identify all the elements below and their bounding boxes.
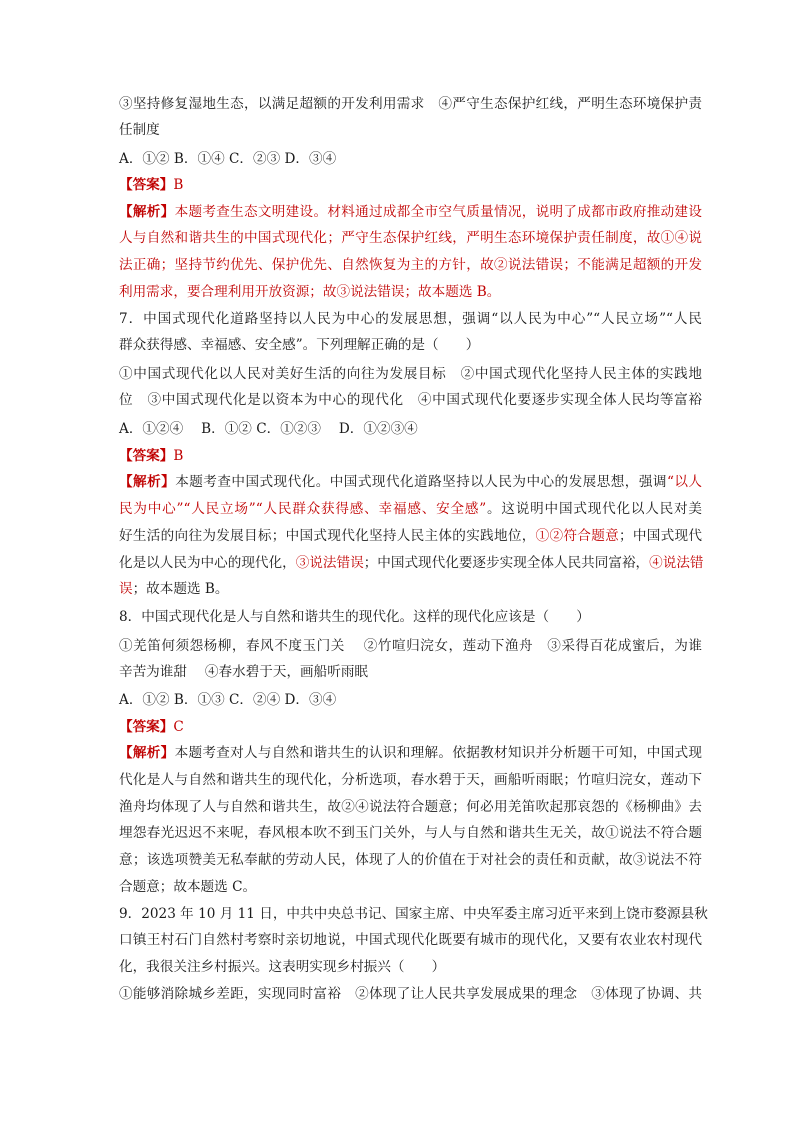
text-segment: 群众获得感、幸福感、安全感”。下列理解正确的是（ ） xyxy=(119,337,480,353)
text-segment: ①羌笛何须怨杨柳，春风不度玉门关 ②竹喧归浣女，莲动下渔舟 ③采得百花成蜜后，为谁 xyxy=(119,638,702,654)
text-segment: 辛苦为谁甜 ④春水碧于天，画船听雨眠 xyxy=(119,664,369,680)
text-segment: 代化是人与自然和谐共生的现代化，分析选项，春水碧于天，画船听雨眠；竹喧归浣女，莲动下 xyxy=(119,772,702,788)
text-line xyxy=(119,797,702,817)
text-line xyxy=(119,335,479,355)
text-line xyxy=(119,309,702,329)
text-segment: 位 ③中国式现代化是以资本为中心的现代化 ④中国式现代化要逐步实现全体人民均等富裕 xyxy=(119,392,702,408)
text-segment: 利用需求，要合理利用开放资源；故③说法错误；故本题选 B。 xyxy=(119,284,501,300)
text-segment: ；中国式现代 xyxy=(618,528,703,544)
text-line xyxy=(119,607,590,627)
text-segment: 渔舟均体现了人与自然和谐共生，故②④说法符合题意；何必用羌笛吹起那哀怨的《杨柳曲》去 xyxy=(119,799,702,815)
text-line xyxy=(119,149,336,169)
text-segment: ；故本题选 B。 xyxy=(132,581,229,597)
section-tag: 【答案】 xyxy=(119,719,174,735)
text-segment: ③说法错误 xyxy=(295,555,364,571)
text-line xyxy=(119,364,702,384)
text-segment: 本题考查生态文明建设。材料通过成都全市空气质量情况，说明了成都市政府推动建设 xyxy=(174,204,703,220)
text-line xyxy=(119,228,702,248)
text-segment: 化是以人民为中心的现代化， xyxy=(119,555,296,571)
text-segment: ①能够消除城乡差距，实现同时富裕 ②体现了让人民共享发展成果的理念 ③体现了协调、共 xyxy=(119,986,702,1002)
text-line xyxy=(119,282,500,302)
text-segment: A．①② B．①③ C．②④ D．③④ xyxy=(119,692,337,708)
text-line xyxy=(119,904,708,924)
text-line xyxy=(119,770,702,790)
section-tag: 【解析】 xyxy=(119,745,175,761)
text-segment: B xyxy=(173,177,184,193)
text-segment: 法正确；坚持节约优先、保护优先、自然恢复为主的方针，故②说法错误；不能满足超额的开发 xyxy=(119,257,702,273)
text-segment: A．①②④ B．①② C．①②③ D．①②③④ xyxy=(119,421,418,437)
text-line xyxy=(119,499,702,519)
text-line xyxy=(119,984,702,1004)
text-line xyxy=(119,472,702,492)
text-segment: ①中国式现代化以人民对美好生活的向往为发展目标 ②中国式现代化坚持人民主体的实践地 xyxy=(119,366,702,382)
text-segment: 本题考查对人与自然和谐共生的认识和理解。依据教材知识并分析题干可知，中国式现 xyxy=(174,745,703,761)
text-segment: A．①② B．①④ C．②③ D．③④ xyxy=(119,151,337,167)
text-segment: 合题意；故本题选 C。 xyxy=(119,879,257,895)
text-line xyxy=(119,390,702,410)
text-segment: 人与自然和谐共生的中国式现代化；严守生态保护红线，严明生态环境保护责任制度，故①④说 xyxy=(119,230,702,246)
text-line xyxy=(119,957,445,977)
text-segment: ；中国式现代化要逐步实现全体人民共同富裕， xyxy=(363,555,650,571)
text-segment: 埋怨春光迟迟不来呢，春风根本吹不到玉门关外，与人与自然和谐共生无关，故①说法不符合题 xyxy=(119,825,702,841)
text-segment: 7．中国式现代化道路坚持以人民为中心的发展思想，强调“以人民为中心”“人民立场”“人民 xyxy=(119,311,702,327)
text-line xyxy=(119,579,228,599)
text-line xyxy=(119,553,702,573)
text-segment: 意；该选项赞美无私奉献的劳动人民，体现了人的价值在于对社会的责任和贡献，故③说法不符 xyxy=(119,852,702,868)
text-line xyxy=(119,717,184,737)
text-segment: ①②符合题意 xyxy=(535,528,619,544)
text-segment: 8．中国式现代化是人与自然和谐共生的现代化。这样的现代化应该是（ ） xyxy=(119,609,590,625)
text-segment: 9．2023 年 10 月 11 日，中共中央总书记、国家主席、中央军委主席习近平来到上饶市婺源县秋 xyxy=(119,906,708,922)
text-line xyxy=(119,690,336,710)
text-segment: 化，我很关注乡村振兴。这表明实现乡村振兴（ ） xyxy=(119,959,446,975)
section-tag: 【解析】 xyxy=(119,474,176,490)
text-line xyxy=(119,120,160,140)
text-line xyxy=(119,446,183,466)
text-line xyxy=(119,526,702,546)
text-segment: 本题考查中国式现代化。中国式现代化道路坚持以人民为中心的发展思想，强调 xyxy=(175,474,667,490)
section-tag: 【答案】 xyxy=(119,177,174,193)
text-line xyxy=(119,419,418,439)
text-segment: ③坚持修复湿地生态，以满足超额的开发利用需求 ④严守生态保护红线，严明生态环境保护责 xyxy=(119,96,702,112)
text-segment: 。这说明中国式现代化以人民对美 xyxy=(486,501,703,517)
text-line xyxy=(119,255,702,275)
text-line xyxy=(119,175,183,195)
section-tag: 【解析】 xyxy=(119,204,175,220)
text-line xyxy=(119,662,368,682)
text-segment: 误 xyxy=(119,581,133,597)
text-segment: C xyxy=(173,719,184,735)
text-segment: “以人 xyxy=(666,474,703,490)
text-line xyxy=(119,877,256,897)
text-line xyxy=(119,850,702,870)
text-line xyxy=(119,202,702,222)
text-line xyxy=(119,743,702,763)
text-segment: B xyxy=(173,448,184,464)
text-segment: 任制度 xyxy=(119,122,160,138)
text-segment: 民为中心”“人民立场”“人民群众获得感、幸福感、安全感” xyxy=(119,501,487,517)
text-line xyxy=(119,823,702,843)
section-tag: 【答案】 xyxy=(119,448,174,464)
text-line xyxy=(119,94,702,114)
text-segment: ④说法错 xyxy=(649,555,704,571)
text-line xyxy=(119,636,702,656)
text-segment: 口镇王村石门自然村考察时亲切地说，中国式现代化既要有城市的现代化，又要有农业农村现代 xyxy=(119,932,702,948)
text-segment: 好生活的向往为发展目标；中国式现代化坚持人民主体的实践地位， xyxy=(119,528,536,544)
text-line xyxy=(119,930,702,950)
